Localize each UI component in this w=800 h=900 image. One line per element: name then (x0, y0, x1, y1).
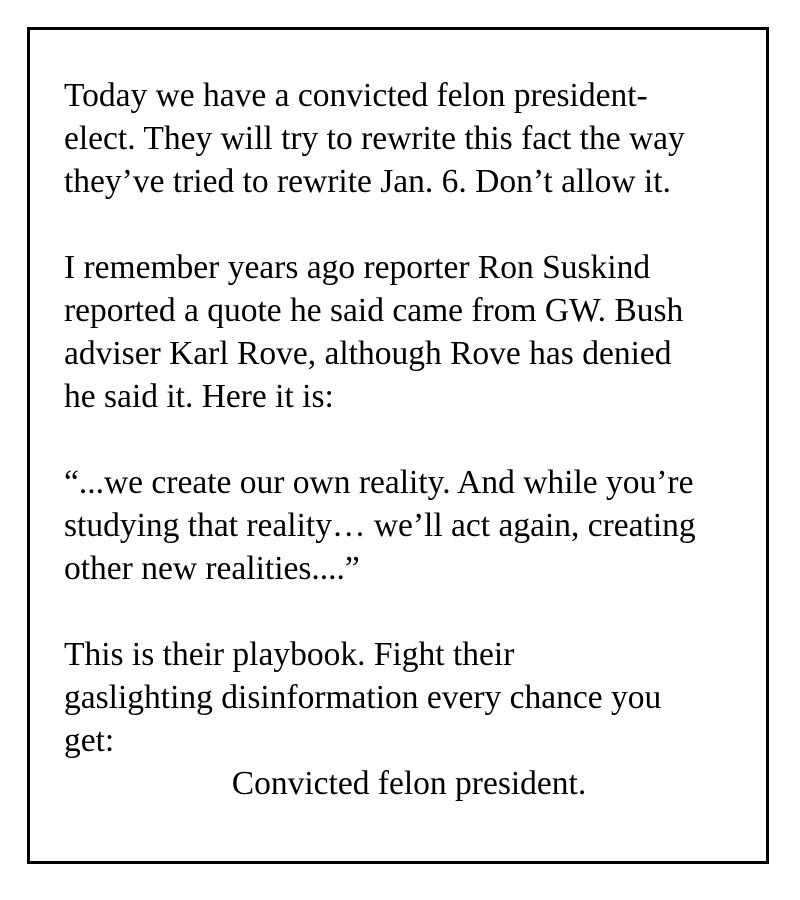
paragraph-suskind: I remember years ago reporter Ron Suskind reported a quote he said came from GW. Bush adviser Karl Rove, although Rove has denied he said it. Here it is: (64, 249, 684, 415)
rove-quote: “...we create our own reality. And while you’re studying that reality… we’ll act again, creating other new realities....” (64, 464, 696, 587)
letter-frame (27, 27, 769, 864)
paragraph-intro: Today we have a convicted felon president- elect. They will try to rewrite this fact the way they’ve tried to rewrite Jan. 6. Don’t allow it. (64, 77, 685, 200)
paragraph-playbook: This is their playbook. Fight their gaslighting disinformation every chance you get: (64, 636, 662, 759)
letter-body (64, 74, 754, 805)
closing-line: Convicted felon president. (231, 765, 587, 802)
